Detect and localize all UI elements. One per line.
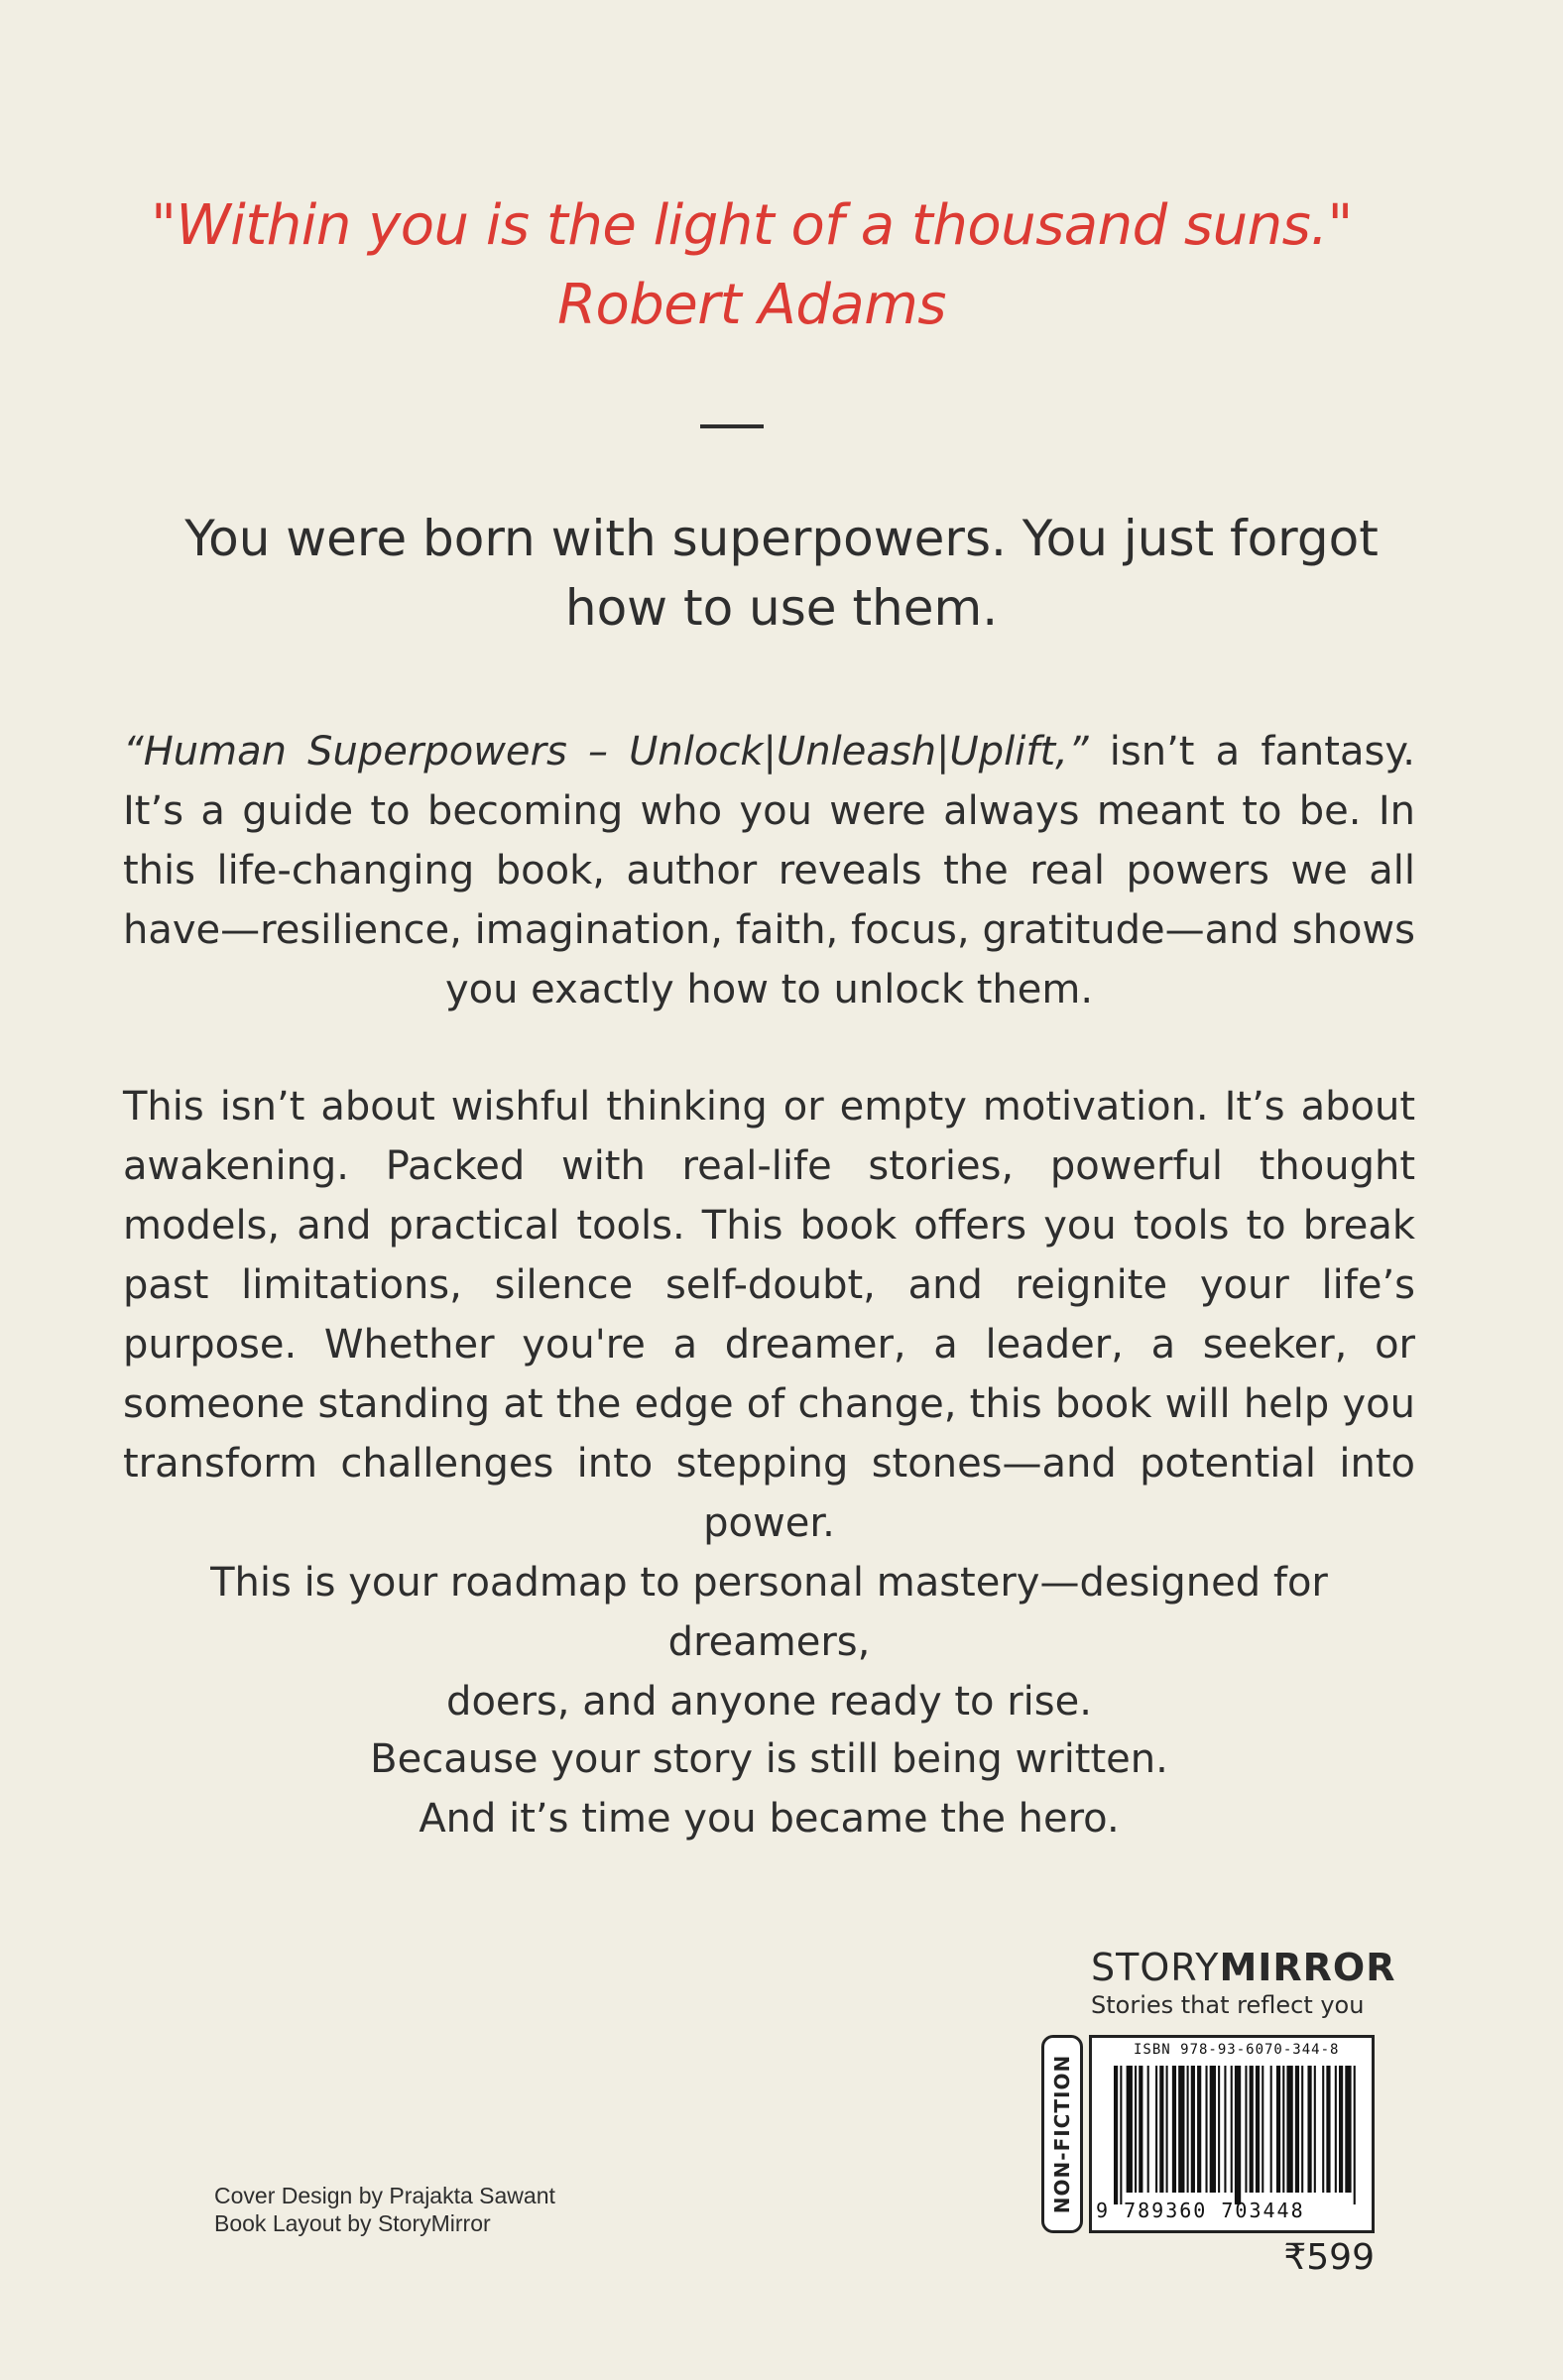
barcode-bar (1224, 2066, 1226, 2193)
publisher-logo (1091, 1946, 1396, 2019)
barcode-bar (1210, 2066, 1216, 2193)
barcode-bar (1120, 2066, 1122, 2204)
publisher-name (1091, 1946, 1396, 1989)
blurb-paragraph: This isn’t about wishful thinking or empty motivation. It’s about awakening. Packed with real-life stories, powerful thought models, and practical tools. This book offers you tools to break past limitations, silence self-doubt, and reignite your life’s purpose. Whether you're a dreamer, a leader, a seeker, or someone standing at the edge of change, this book will help you transform challenges into stepping stones—and potential into power. (123, 1084, 1415, 1546)
barcode-bar (1314, 2066, 1316, 2193)
barcode-bar (1191, 2066, 1195, 2193)
barcode-bar (1270, 2066, 1272, 2193)
divider (700, 424, 764, 428)
barcode-bar (1322, 2066, 1324, 2193)
barcode-bar (1250, 2066, 1254, 2193)
lead-line: You were born with superpowers. You just forgot (184, 510, 1379, 567)
barcode-bar (1307, 2066, 1311, 2193)
barcode-bar (1178, 2066, 1184, 2193)
barcode-bar (1256, 2066, 1260, 2193)
barcode-bar (1301, 2066, 1303, 2193)
isbn-digits: 9 789360 703448 (1096, 2199, 1305, 2222)
lead-statement (149, 504, 1414, 643)
epigraph-quote (119, 186, 1384, 345)
isbn-label: ISBN 978-93-6070-344-8 (1134, 2042, 1340, 2058)
closing-line: Because your story is still being written. (370, 1736, 1168, 1782)
barcode-bar (1127, 2066, 1133, 2193)
barcode-bar (1187, 2066, 1189, 2193)
blurb-text: isn’t a fantasy. It’s a guide to becoming who you were always meant to be. In this life-changing book, author reveals the real powers we all have—resilience, imagination, faith, focus, gratitude—and shows you exactly how to unlock them. (123, 729, 1415, 1012)
blurb-line: This is your roadmap to personal mastery—designed for dreamers, (210, 1560, 1328, 1665)
barcode-bar (1245, 2066, 1247, 2193)
lead-line: how to use them. (564, 579, 999, 637)
barcode-bars (1114, 2066, 1360, 2204)
barcode-bar (1114, 2066, 1118, 2204)
credits (214, 2182, 555, 2237)
barcode-bar (1326, 2066, 1330, 2193)
barcode-bar (1205, 2066, 1207, 2193)
blurb-paragraph (123, 1553, 1415, 1731)
closing-paragraph (123, 1729, 1415, 1848)
barcode-bar (1345, 2066, 1351, 2193)
publisher-name-bold: MIRROR (1219, 1946, 1396, 1989)
barcode-bar (1339, 2066, 1343, 2193)
barcode-bar (1159, 2066, 1163, 2193)
barcode-bar (1197, 2066, 1201, 2193)
quote-text: "Within you is the light of a thousand suns." (151, 193, 1353, 258)
price: ₹599 (1283, 2237, 1375, 2278)
isbn-barcode (1089, 2035, 1375, 2233)
barcode-bar (1218, 2066, 1220, 2193)
quote-author: Robert Adams (557, 273, 946, 337)
closing-line: And it’s time you became the hero. (419, 1796, 1120, 1842)
barcode-bar (1139, 2066, 1142, 2193)
barcode-bar (1335, 2066, 1337, 2193)
barcode-bar (1354, 2066, 1356, 2204)
barcode-bar (1135, 2066, 1137, 2193)
cover-credit: Cover Design by Prajakta Sawant (214, 2183, 555, 2208)
barcode-bar (1286, 2066, 1292, 2193)
barcode-bar (1276, 2066, 1280, 2193)
genre-text: NON-FICTION (1050, 2054, 1074, 2214)
barcode-bar (1235, 2066, 1241, 2204)
blurb-paragraph (123, 722, 1415, 1019)
barcode-bar (1172, 2066, 1176, 2193)
barcode-bar (1231, 2066, 1233, 2193)
barcode-bar (1166, 2066, 1168, 2193)
layout-credit: Book Layout by StoryMirror (214, 2210, 491, 2236)
blurb-line: doers, and anyone ready to rise. (446, 1679, 1092, 1725)
book-title-italic: “Human Superpowers – Unlock|Unleash|Uplift,” (123, 729, 1089, 774)
barcode-bar (1155, 2066, 1157, 2193)
barcode-bar (1262, 2066, 1263, 2193)
genre-label (1041, 2035, 1083, 2233)
barcode-bar (1147, 2066, 1149, 2193)
publisher-tagline: Stories that reflect you (1091, 1991, 1365, 2019)
publisher-name-regular: STORY (1091, 1946, 1220, 1989)
barcode-bar (1282, 2066, 1284, 2193)
barcode-bar (1295, 2066, 1299, 2193)
